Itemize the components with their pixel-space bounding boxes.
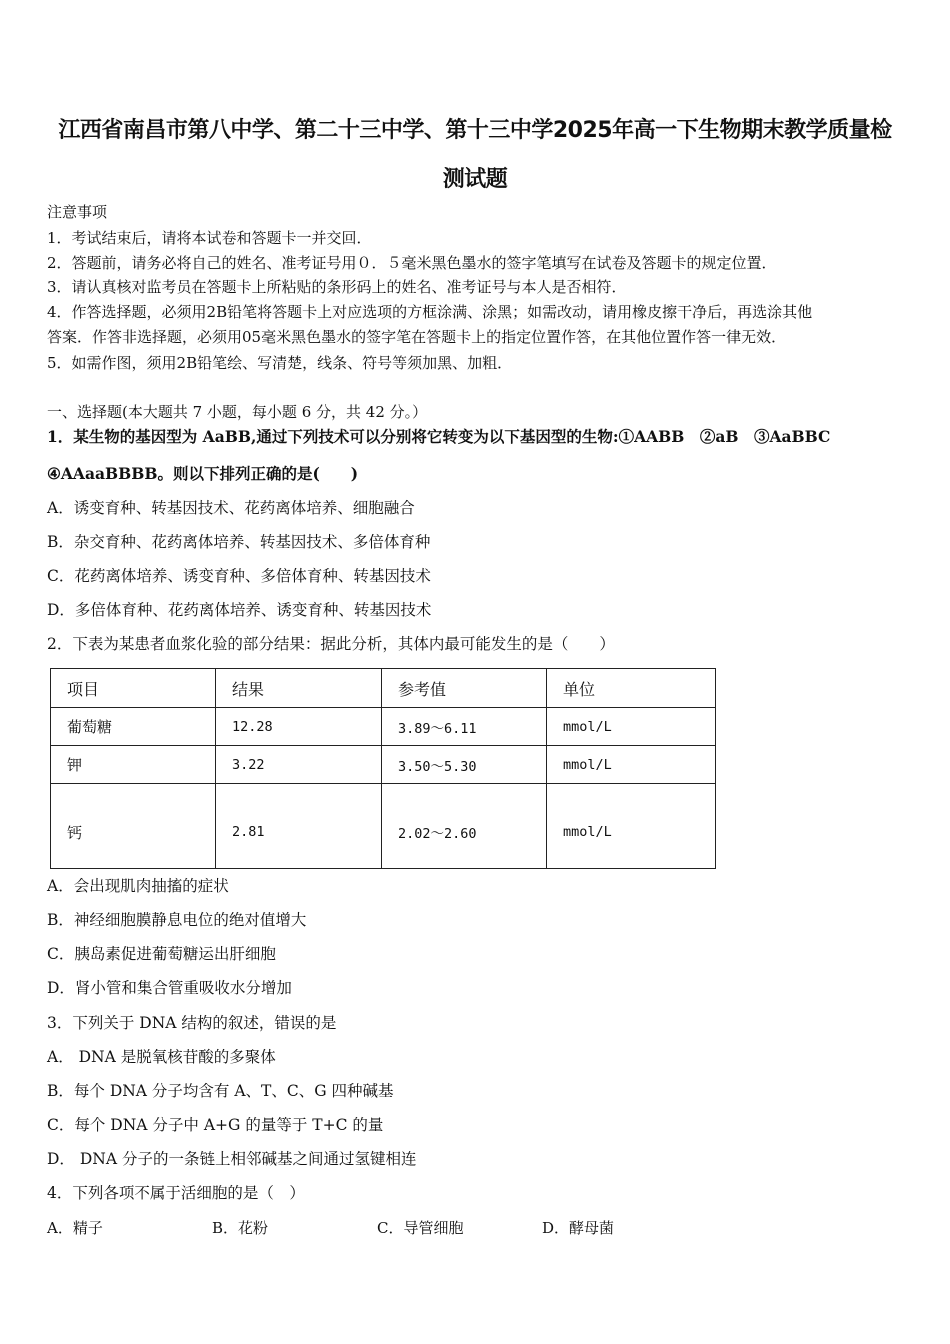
table-row: [51, 784, 716, 869]
table-cell: 3.22: [216, 746, 382, 784]
table-cell: mmol/L: [547, 746, 716, 784]
table-cell: mmol/L: [547, 708, 716, 746]
question-3-stem: 3．下列关于 DNA 结构的叙述，错误的是: [47, 1014, 337, 1032]
question-3-option-a: A． DNA 是脱氧核苷酸的多聚体: [47, 1048, 276, 1066]
notice-item: 3．请认真核对监考员在答题卡上所粘贴的条形码上的姓名、准考证号与本人是否相符．: [47, 278, 627, 296]
question-3-option-b: B．每个 DNA 分子均含有 A、T、C、G 四种碱基: [47, 1082, 394, 1100]
notice-item: 5．如需作图，须用2B铅笔绘、写清楚，线条、符号等须加黑、加粗．: [47, 354, 513, 372]
exam-title-line-1: 江西省南昌市第八中学、第二十三中学、第十三中学2025年高一下生物期末教学质量检: [58, 118, 892, 143]
question-4-stem: 4．下列各项不属于活细胞的是（ ）: [47, 1184, 305, 1202]
question-4-option-c: C．导管细胞: [377, 1219, 464, 1237]
table-cell: 3.50～5.30: [382, 746, 547, 784]
table-header-cell: 参考值: [382, 669, 547, 708]
notice-item: 1．考试结束后，请将本试卷和答题卡一并交回．: [47, 229, 372, 247]
question-3-option-d: D． DNA 分子的一条链上相邻碱基之间通过氢键相连: [47, 1150, 417, 1168]
question-1-option-d: D．多倍体育种、花药离体培养、诱变育种、转基因技术: [47, 601, 432, 619]
table-cell: 2.02～2.60: [382, 784, 547, 869]
notice-heading: 注意事项: [47, 203, 108, 221]
question-1-stem: 1．某生物的基因型为 AaBB,通过下列技术可以分别将它转变为以下基因型的生物:①AABB ②aB ③AaBBC: [47, 427, 831, 446]
notice-item: 答案．作答非选择题，必须用05毫米黑色墨水的签字笔在答题卡上的指定位置作答，在其他位置作答一律无效．: [47, 328, 787, 346]
question-2-option-b: B．神经细胞膜静息电位的绝对值增大: [47, 911, 307, 929]
question-2-option-a: A．会出现肌肉抽搐的症状: [47, 877, 229, 895]
notice-item: 2．答题前，请务必将自己的姓名、准考证号用０．５毫米黑色墨水的签字笔填写在试卷及答题卡的规定位置．: [47, 254, 777, 272]
notice-item: 4．作答选择题，必须用2B铅笔将答题卡上对应选项的方框涂满、涂黑；如需改动，请用橡皮擦干净后，再选涂其他: [47, 303, 813, 321]
question-4-option-d: D．酵母菌: [542, 1219, 615, 1237]
table-cell: 钾: [51, 746, 216, 784]
exam-title-line-2: 测试题: [442, 167, 508, 192]
question-3-option-c: C．每个 DNA 分子中 A+G 的量等于 T+C 的量: [47, 1116, 384, 1134]
question-1-option-a: A．诱变育种、转基因技术、花药离体培养、细胞融合: [47, 499, 415, 517]
blood-test-table: [50, 668, 716, 869]
table-header-row: [51, 669, 716, 708]
table-header-cell: 项目: [51, 669, 216, 708]
table-cell: mmol/L: [547, 784, 716, 869]
section-heading: 一、选择题(本大题共 7 小题，每小题 6 分，共 42 分。）: [47, 403, 428, 421]
question-1-option-b: B．杂交育种、花药离体培养、转基因技术、多倍体育种: [47, 533, 431, 551]
table-row: [51, 708, 716, 746]
table-row: [51, 746, 716, 784]
table-cell: 2.81: [216, 784, 382, 869]
question-1-option-c: C．花药离体培养、诱变育种、多倍体育种、转基因技术: [47, 567, 431, 585]
question-2-stem: 2．下表为某患者血浆化验的部分结果：据此分析，其体内最可能发生的是（ ）: [47, 635, 615, 653]
table-header-cell: 结果: [216, 669, 382, 708]
question-2-option-d: D．肾小管和集合管重吸收水分增加: [47, 979, 292, 997]
table-cell: 3.89～6.11: [382, 708, 547, 746]
question-2-option-c: C．胰岛素促进葡萄糖运出肝细胞: [47, 945, 276, 963]
table-cell: 葡萄糖: [51, 708, 216, 746]
table-header-cell: 单位: [547, 669, 716, 708]
table-cell: 12.28: [216, 708, 382, 746]
question-4-option-b: B．花粉: [212, 1219, 269, 1237]
table-cell: 钙: [51, 784, 216, 869]
question-4-option-a: A．精子: [47, 1219, 103, 1237]
question-1-stem-cont: ④AAaaBBBB。则以下排列正确的是( ): [47, 464, 359, 483]
